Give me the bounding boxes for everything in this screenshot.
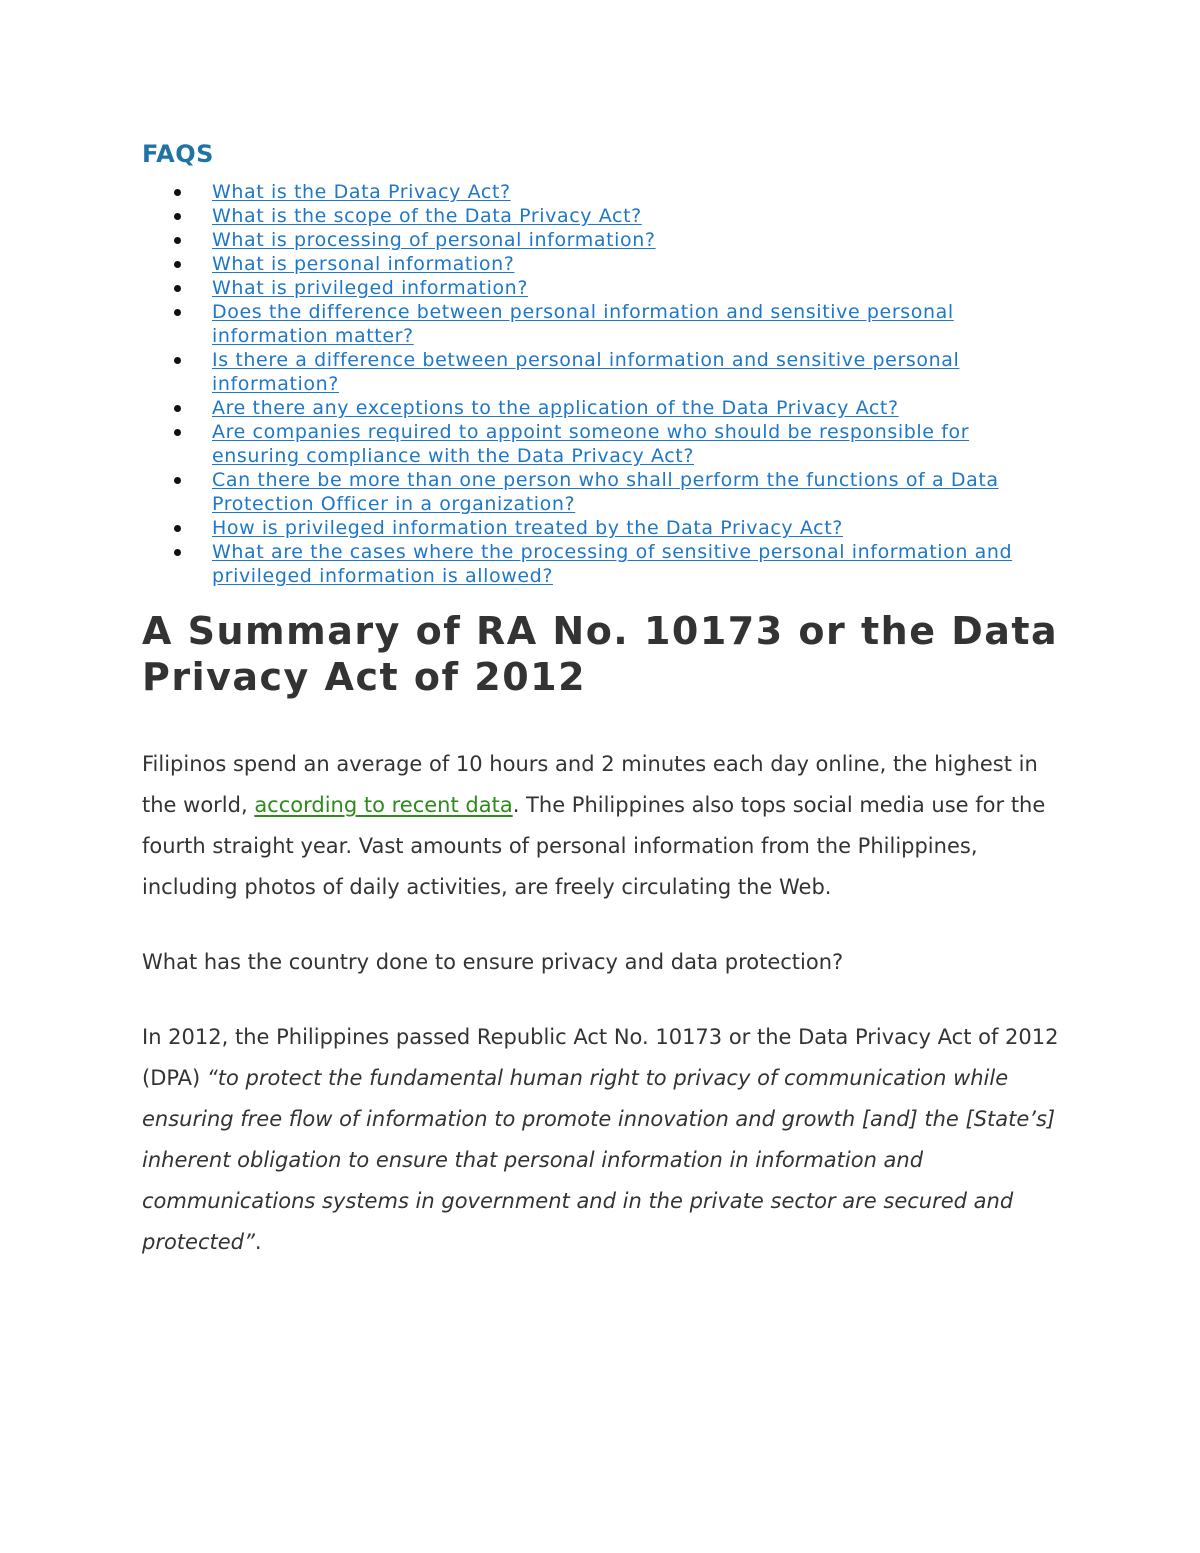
dpa-quote: “to protect the fundamental human right to privacy of communication while ensuring free flow of information to promote innovation and growth [and] the [State’s] inherent obligation to ensure that personal information in information and communications systems in government and in the private sector are secured and protected”	[142, 1066, 1056, 1254]
list-item	[142, 180, 1062, 204]
faq-link[interactable]: Are companies required to appoint someone who should be responsible for ensuring compliance with the Data Privacy Act?	[212, 421, 970, 467]
list-item	[142, 276, 1062, 300]
bullet-icon	[174, 261, 181, 268]
bullet-icon	[174, 237, 181, 244]
bullet-icon	[174, 189, 181, 196]
intro-text-end: . The Philippines also tops social media use for the fourth straight year. Vast amounts of personal information from the Philippines, including photos of daily activities, are freely circulating the Web.	[142, 793, 1046, 899]
faq-link[interactable]: Can there be more than one person who shall perform the functions of a Data Protection Officer in a organization?	[212, 469, 999, 515]
bullet-icon	[174, 525, 181, 532]
list-item	[142, 228, 1062, 252]
bullet-icon	[174, 213, 181, 220]
bullet-icon	[174, 309, 181, 316]
list-item	[142, 300, 1062, 348]
faq-link[interactable]: Is there a difference between personal information and sensitive personal information?	[212, 349, 960, 395]
list-item	[142, 540, 1062, 588]
bullet-icon	[174, 429, 181, 436]
intro-text-start: Filipinos spend an average of 10 hours and 2 minutes each day online, the highest in the world,	[142, 752, 1038, 817]
list-item	[142, 252, 1062, 276]
faq-heading: FAQS	[142, 140, 214, 168]
bullet-icon	[174, 477, 181, 484]
dpa-text-start: In 2012, the Philippines passed Republic Act No. 10173 or the Data Privacy Act of 2012 (DPA)	[142, 1025, 1059, 1090]
list-item	[142, 348, 1062, 396]
list-item	[142, 396, 1062, 420]
dpa-paragraph	[142, 1017, 1062, 1263]
bullet-icon	[174, 285, 181, 292]
recent-data-link[interactable]: according to recent data	[254, 793, 513, 817]
bullet-icon	[174, 549, 181, 556]
list-item	[142, 204, 1062, 228]
faq-link[interactable]: What are the cases where the processing of sensitive personal information and privileged information is allowed?	[212, 541, 1013, 587]
faq-link[interactable]: What is personal information?	[212, 253, 515, 275]
list-item	[142, 420, 1062, 468]
intro-paragraph	[142, 744, 1062, 908]
faq-link[interactable]: What is privileged information?	[212, 277, 529, 299]
faq-link[interactable]: What is the Data Privacy Act?	[212, 181, 511, 203]
question-paragraph: What has the country done to ensure privacy and data protection?	[142, 950, 844, 974]
faq-link[interactable]: How is privileged information treated by the Data Privacy Act?	[212, 517, 843, 539]
bullet-icon	[174, 405, 181, 412]
list-item	[142, 516, 1062, 540]
list-item	[142, 468, 1062, 516]
faq-list	[142, 180, 1062, 588]
article-title: A Summary of RA No. 10173 or the Data Privacy Act of 2012	[142, 609, 1059, 699]
bullet-icon	[174, 357, 181, 364]
faq-link[interactable]: What is the scope of the Data Privacy Act?	[212, 205, 642, 227]
faq-link[interactable]: Does the difference between personal information and sensitive personal information matter?	[212, 301, 954, 347]
faq-link[interactable]: What is processing of personal information?	[212, 229, 656, 251]
document-page	[142, 140, 1062, 1263]
dpa-text-end: .	[254, 1230, 262, 1254]
faq-link[interactable]: Are there any exceptions to the application of the Data Privacy Act?	[212, 397, 899, 419]
